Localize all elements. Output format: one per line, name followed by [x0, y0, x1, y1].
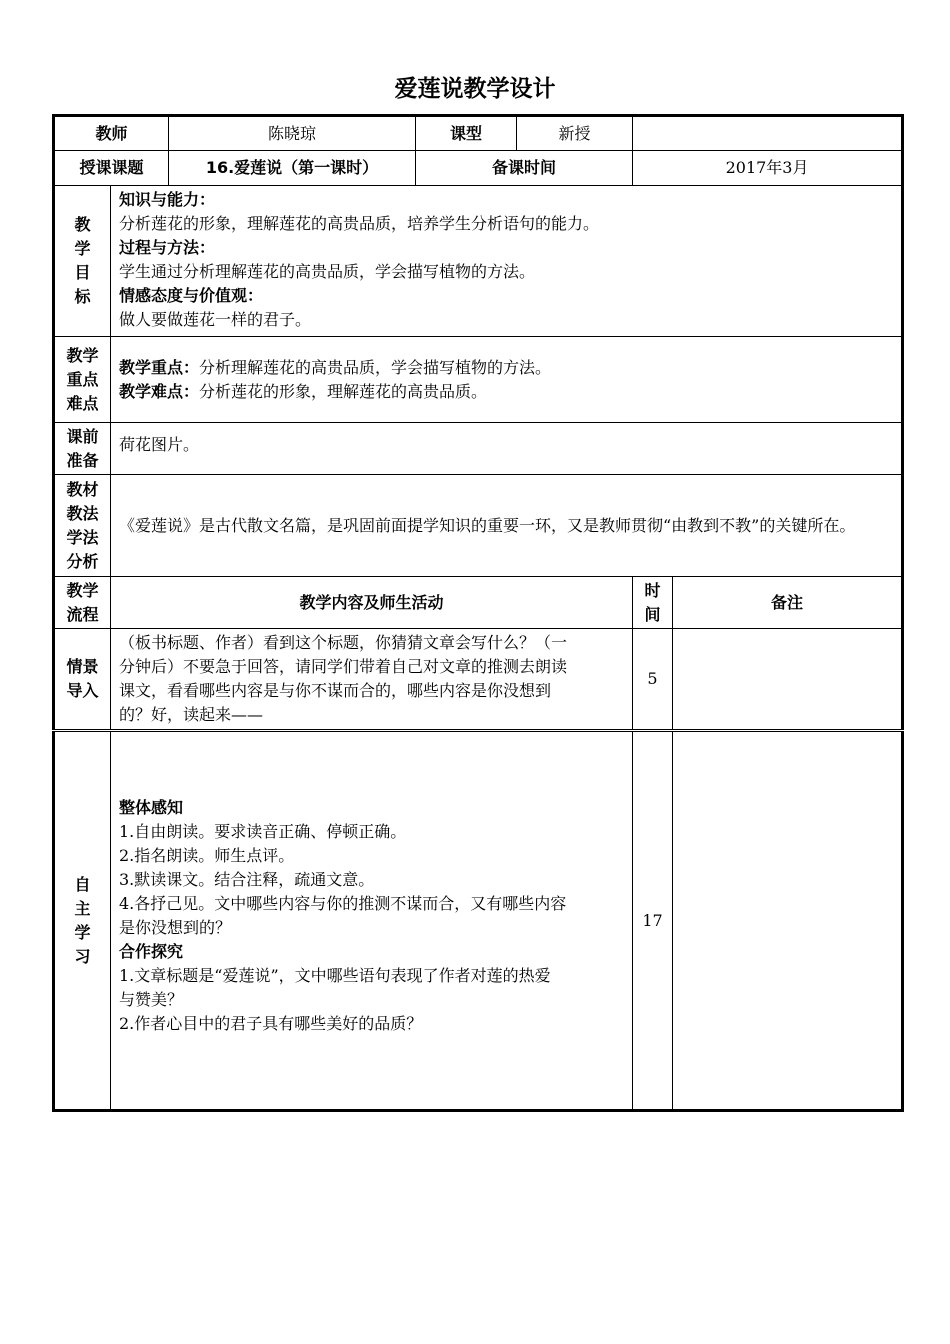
- teacher-row: [54, 116, 903, 151]
- cooperation-line: 1.文章标题是“爱莲说”，文中哪些语句表现了作者对莲的热爱: [119, 966, 551, 985]
- key-points-content: [111, 337, 903, 423]
- difficulty-heading: 教学难点：: [119, 381, 200, 401]
- teacher-name: 陈晓琼: [169, 116, 416, 151]
- intro-row: [54, 629, 903, 731]
- knowledge-text: 分析莲花的形象，理解莲花的高贵品质，培养学生分析语句的能力。: [119, 214, 600, 233]
- intro-time: 5: [633, 629, 673, 731]
- knowledge-heading: 知识与能力：: [119, 190, 216, 209]
- topic-row: [54, 151, 903, 186]
- preparation-label: 课前 准备: [54, 423, 111, 475]
- objectives-label: 教 学 目 标: [54, 186, 111, 337]
- intro-line: 分钟后）不要急于回答，请同学们带着自己对文章的推测去朗读: [119, 657, 568, 676]
- self-study-row: [54, 731, 903, 1111]
- focus-text: 分析理解莲花的高贵品质，学会描写植物的方法。: [199, 357, 552, 377]
- cooperation-heading: 合作探究: [119, 942, 184, 961]
- key-points-row: [54, 337, 903, 423]
- time-column-header: 时 间: [633, 577, 673, 629]
- analysis-label: 教材 教法 学法 分析: [54, 475, 111, 577]
- cooperation-line: 与赞美？: [119, 990, 184, 1009]
- focus-heading: 教学重点：: [119, 357, 200, 377]
- content-column-header: 教学内容及师生活动: [111, 577, 633, 629]
- self-study-notes: [673, 731, 903, 1111]
- lesson-plan-table: [52, 114, 904, 1112]
- difficulty-text: 分析莲花的形象，理解莲花的高贵品质。: [199, 381, 488, 401]
- self-study-content: [111, 731, 633, 1111]
- empty-cell: [633, 116, 903, 151]
- perception-heading: 整体感知: [119, 798, 184, 817]
- perception-line: 1.自由朗读。要求读音正确、停顿正确。: [119, 822, 407, 841]
- key-points-label: 教学 重点 难点: [54, 337, 111, 423]
- notes-column-header: 备注: [673, 577, 903, 629]
- flow-header-row: [54, 577, 903, 629]
- attitude-heading: 情感态度与价值观：: [119, 286, 264, 305]
- objectives-content: [111, 186, 903, 337]
- perception-line: 2.指名朗读。师生点评。: [119, 846, 295, 865]
- analysis-text: 《爱莲说》是古代散文名篇，是巩固前面提学知识的重要一环，又是教师贯彻“由教到不教”的关键所在。: [111, 475, 903, 577]
- intro-line: （板书标题、作者）看到这个标题，你猜猜文章会写什么？（一: [119, 633, 568, 652]
- process-text: 学生通过分析理解莲花的高贵品质，学会描写植物的方法。: [119, 262, 536, 281]
- topic-label: 授课课题: [54, 151, 169, 186]
- topic-value: 16.爱莲说（第一课时）: [169, 151, 416, 186]
- perception-line: 4.各抒己见。文中哪些内容与你的推测不谋而合，又有哪些内容: [119, 894, 567, 913]
- preparation-text: 荷花图片。: [111, 423, 903, 475]
- perception-line: 是你没想到的？: [119, 918, 232, 937]
- analysis-row: [54, 475, 903, 577]
- self-study-time: 17: [633, 731, 673, 1111]
- prep-time-value: 2017年3月: [633, 151, 903, 186]
- process-heading: 过程与方法：: [119, 238, 216, 257]
- intro-notes: [673, 629, 903, 731]
- lesson-type-label: 课型: [416, 116, 517, 151]
- attitude-text: 做人要做莲花一样的君子。: [119, 310, 312, 329]
- lesson-type-value: 新授: [517, 116, 633, 151]
- flow-label: 教学 流程: [54, 577, 111, 629]
- perception-line: 3.默读课文。结合注释，疏通文意。: [119, 870, 375, 889]
- intro-label: 情景 导入: [54, 629, 111, 731]
- teacher-label: 教师: [54, 116, 169, 151]
- intro-line: 的？好，读起来——: [119, 705, 264, 724]
- intro-content: [111, 629, 633, 731]
- prep-time-label: 备课时间: [416, 151, 633, 186]
- cooperation-line: 2.作者心目中的君子具有哪些美好的品质？: [119, 1014, 423, 1033]
- self-study-label: 自 主 学 习: [54, 731, 111, 1111]
- intro-line: 课文，看看哪些内容是与你不谋而合的，哪些内容是你没想到: [119, 681, 552, 700]
- preparation-row: [54, 423, 903, 475]
- document-title: 爱莲说教学设计: [394, 76, 556, 102]
- objectives-row: [54, 186, 903, 337]
